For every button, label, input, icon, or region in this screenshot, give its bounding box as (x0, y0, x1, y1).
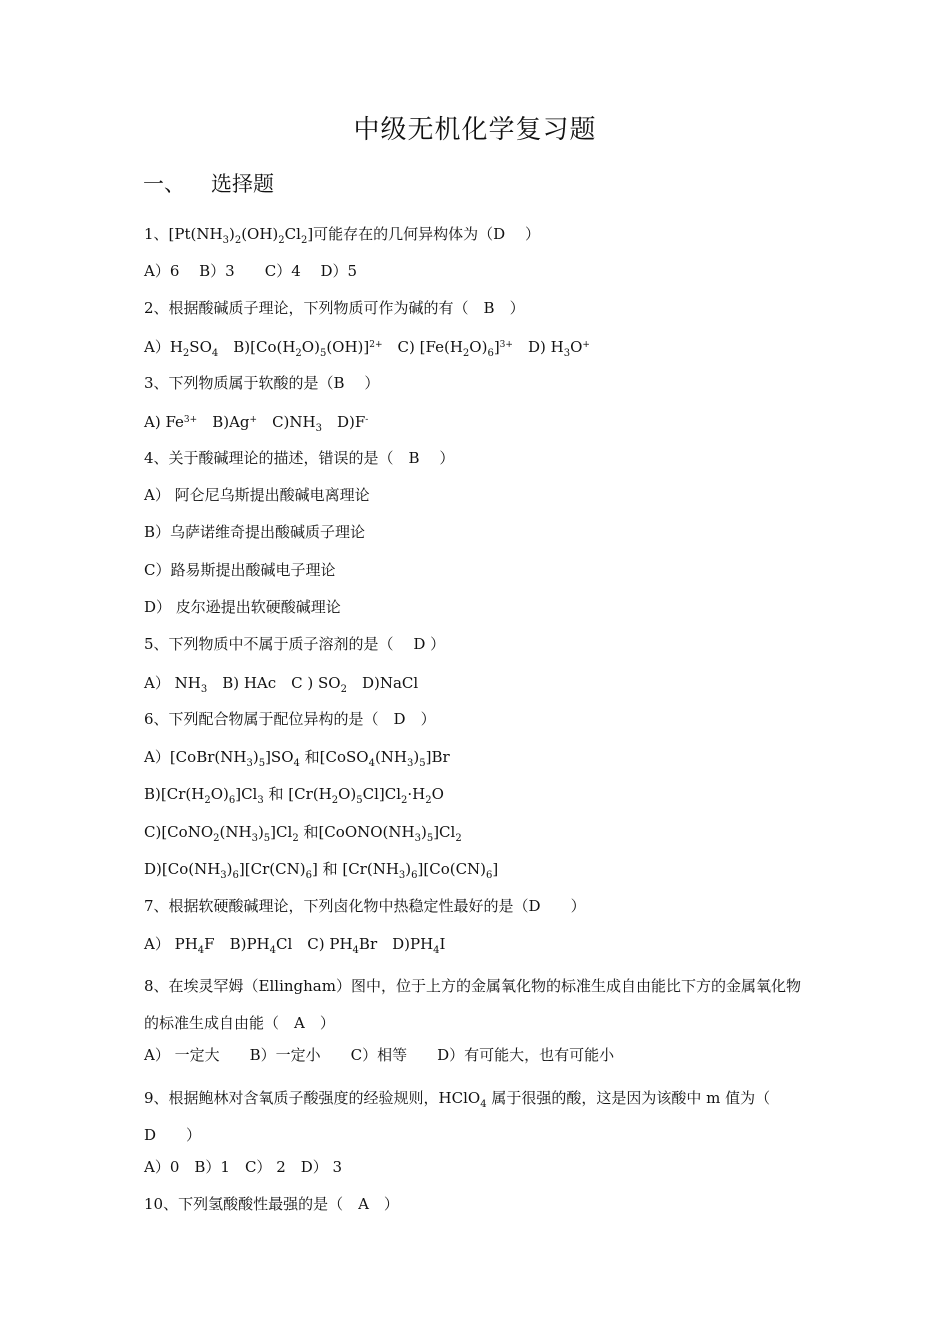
question-9: 9、根据鲍林对含氧质子酸强度的经验规则，HClO$_4$ 属于很强的酸，这是因为该酸中 m 值为（ D ） (144, 1089, 771, 1144)
options-5: A） $NH_3$ B) HAc C ) $SO_2$ D)NaCl (144, 674, 419, 695)
question-8: 8、在埃灵罕姆（Ellingham）图中，位于上方的金属氧化物的标准生成自由能比下方的金属氧化物的标准生成自由能（ A ） (144, 977, 801, 1032)
option-6d: $D)[Co(NH_3)_6][Cr(CN)_6]$ 和 $[Cr(NH_3)_6][Co(CN)_6]$ (144, 860, 499, 881)
options-2: $A)H_2SO_4$ $B)[Co(H_2O)_5(OH)]^{2+}$ C) $[Fe(H_2O)_6]^{3+}$ D) $H_3O^+$ (144, 338, 590, 359)
question-5: 5、下列物质中不属于质子溶剂的是（ D ） (144, 635, 446, 653)
option-6a: $A)[CoBr(NH_3)_5]SO_4$ 和$[CoSO_4(NH_3)_5]Br$ (144, 748, 450, 769)
option-4a: A） 阿仑尼乌斯提出酸碱电离理论 (144, 486, 370, 504)
page-title: 中级无机化学复习题 (353, 115, 597, 145)
question-7: 7、根据软硬酸碱理论，下列卤化物中热稳定性最好的是（D ） (144, 897, 586, 915)
section-number: 一、 (143, 172, 185, 196)
option-6c: $C)[CoNO_2(NH_3)_5]Cl_2$ 和$[CoONO(NH_3)_5]Cl_2$ (144, 823, 462, 844)
question-10: 10、下列氢酸酸性最强的是（ A ） (144, 1195, 399, 1213)
section-label: 选择题 (211, 172, 274, 196)
option-6b: $B)[Cr(H_2O)_6]Cl_3$ 和 $[Cr(H_2O)_5Cl]Cl_2\cdot H_2O$ (144, 785, 444, 806)
options-3: A) $Fe^{3+}$ B)Ag+ $C)NH_3$ D)F- (144, 413, 369, 434)
section-heading (143, 164, 274, 204)
option-4d: D） 皮尔逊提出软硬酸碱理论 (144, 598, 341, 616)
question-1: 1、$[Pt(NH_3)_2(OH)_2Cl_2]$可能存在的几何异构体为（D ） (144, 225, 540, 246)
question-3: 3、下列物质属于软酸的是（B ） (144, 374, 380, 392)
options-9: A）0 B）1 C） 2 D） 3 (144, 1158, 343, 1176)
option-4c: C）路易斯提出酸碱电子理论 (144, 561, 336, 579)
options-1: A）6 B）3 C）4 D）5 (144, 262, 358, 280)
options-7: A） $PH_4F$ $B)PH_4Cl$ C) $PH_4Br$ $D)PH_4I$ (144, 935, 446, 956)
question-6: 6、下列配合物属于配位异构的是（ D ） (144, 710, 436, 728)
question-2: 2、根据酸碱质子理论，下列物质可作为碱的有（ B ） (144, 299, 525, 317)
option-4b: B）乌萨诺维奇提出酸碱质子理论 (144, 523, 366, 541)
options-8: A） 一定大 B）一定小 C）相等 D）有可能大，也有可能小 (144, 1046, 615, 1064)
question-4: 4、关于酸碱理论的描述，错误的是（ B ） (144, 449, 455, 467)
